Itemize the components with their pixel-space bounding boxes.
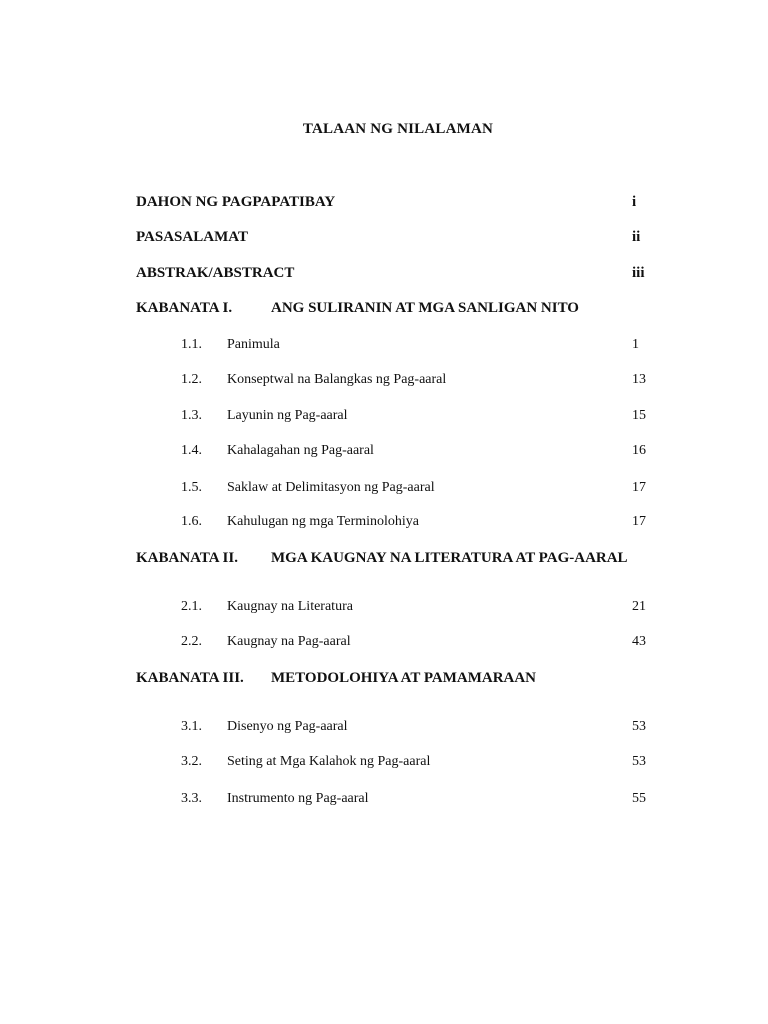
toc-section-entry: [0, 789, 768, 809]
toc-page-number: 21: [632, 599, 646, 614]
toc-entry-front-matter: [0, 192, 768, 212]
toc-page-number: 55: [632, 791, 646, 806]
toc-page-number: 53: [632, 754, 646, 769]
section-number: 2.1.: [181, 599, 202, 614]
toc-section-entry: [0, 441, 768, 461]
section-title: Saklaw at Delimitasyon ng Pag-aaral: [227, 480, 435, 495]
section-title: Instrumento ng Pag-aaral: [227, 791, 369, 806]
toc-page-number: 15: [632, 408, 646, 423]
section-title: Seting at Mga Kalahok ng Pag-aaral: [227, 754, 431, 769]
chapter-title: MGA KAUGNAY NA LITERATURA AT PAG-AARAL: [271, 550, 628, 566]
toc-entry-label: DAHON NG PAGPAPATIBAY: [136, 194, 336, 210]
section-number: 3.1.: [181, 719, 202, 734]
page-title: TALAAN NG NILALAMAN: [302, 121, 494, 137]
chapter-label: KABANATA III.: [136, 670, 244, 686]
section-number: 2.2.: [181, 634, 202, 649]
toc-section-entry: [0, 512, 768, 532]
section-title: Kahulugan ng mga Terminolohiya: [227, 514, 420, 529]
chapter-label: KABANATA II.: [136, 550, 238, 566]
section-number: 3.3.: [181, 791, 202, 806]
toc-page-number: 13: [632, 372, 646, 387]
chapter-title: METODOLOHIYA AT PAMAMARAAN: [271, 670, 537, 686]
section-title: Konseptwal na Balangkas ng Pag-aaral: [227, 372, 447, 387]
toc-page-number: 53: [632, 719, 646, 734]
toc-section-entry: [0, 752, 768, 772]
toc-page-number: 43: [632, 634, 646, 649]
section-number: 1.1.: [181, 337, 202, 352]
section-number: 3.2.: [181, 754, 202, 769]
section-title: Kaugnay na Literatura: [227, 599, 353, 614]
toc-page-number: i: [632, 194, 637, 210]
chapter-label: KABANATA I.: [136, 300, 233, 316]
section-number: 1.6.: [181, 514, 202, 529]
toc-entry-front-matter: [0, 263, 768, 283]
toc-chapter-heading: [0, 298, 768, 318]
section-title: Kaugnay na Pag-aaral: [227, 634, 351, 649]
section-number: 1.3.: [181, 408, 202, 423]
toc-page-number: 1: [632, 337, 639, 352]
toc-section-entry: [0, 406, 768, 426]
section-number: 1.2.: [181, 372, 202, 387]
toc-section-entry: [0, 597, 768, 617]
toc-section-entry: [0, 632, 768, 652]
toc-section-entry: [0, 370, 768, 390]
section-title: Kahalagahan ng Pag-aaral: [227, 443, 374, 458]
toc-page-number: iii: [632, 265, 645, 281]
toc-entry-label: PASASALAMAT: [136, 229, 248, 245]
toc-entry-front-matter: [0, 227, 768, 247]
section-number: 1.5.: [181, 480, 202, 495]
toc-page-number: ii: [632, 229, 641, 245]
toc-chapter-heading: [0, 548, 768, 568]
section-title: Disenyo ng Pag-aaral: [227, 719, 348, 734]
toc-section-entry: [0, 478, 768, 498]
toc-section-entry: [0, 335, 768, 355]
toc-section-entry: [0, 717, 768, 737]
toc-entry-label: ABSTRAK/ABSTRACT: [136, 265, 295, 281]
section-title: Layunin ng Pag-aaral: [227, 408, 348, 423]
chapter-title: ANG SULIRANIN AT MGA SANLIGAN NITO: [271, 300, 579, 316]
toc-page-number: 16: [632, 443, 646, 458]
section-title: Panimula: [227, 337, 280, 352]
toc-page-number: 17: [632, 514, 646, 529]
toc-page-number: 17: [632, 480, 646, 495]
toc-chapter-heading: [0, 668, 768, 688]
section-number: 1.4.: [181, 443, 202, 458]
